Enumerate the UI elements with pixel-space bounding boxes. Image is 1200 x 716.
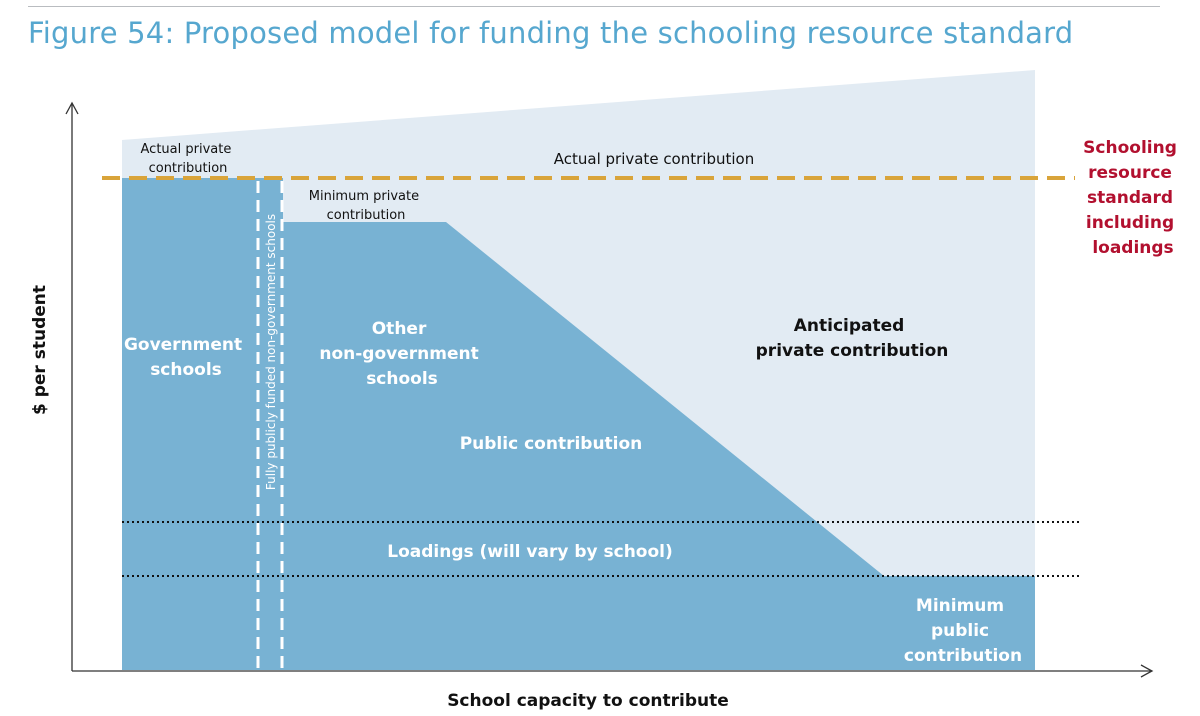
actual-private-top-label: Actual private contribution — [553, 150, 755, 168]
government-schools-public-area — [122, 178, 256, 670]
anticipated-private-label: Anticipated private contribution — [755, 316, 949, 361]
actual-private-left-label: Actual private contribution — [140, 142, 232, 176]
figure-title: Figure 54: Proposed model for funding the schooling resource standard — [28, 16, 1074, 50]
y-axis-label: $ per student — [30, 284, 50, 416]
fully-publicly-funded-label: Fully publicly funded non-government schools — [264, 213, 278, 491]
government-schools-label: Government schools — [123, 335, 243, 380]
minimum-private-label: Minimum private contribution — [308, 189, 420, 223]
loadings-label: Loadings (will vary by school) — [387, 542, 673, 562]
public-contribution-label: Public contribution — [459, 434, 643, 454]
other-non-government-label: Other non-government schools — [319, 319, 479, 389]
minimum-public-label: Minimum public contribution — [903, 596, 1023, 666]
standard-label: Schooling resource standard including loadings — [1083, 138, 1177, 258]
x-axis-label: School capacity to contribute — [447, 691, 729, 711]
